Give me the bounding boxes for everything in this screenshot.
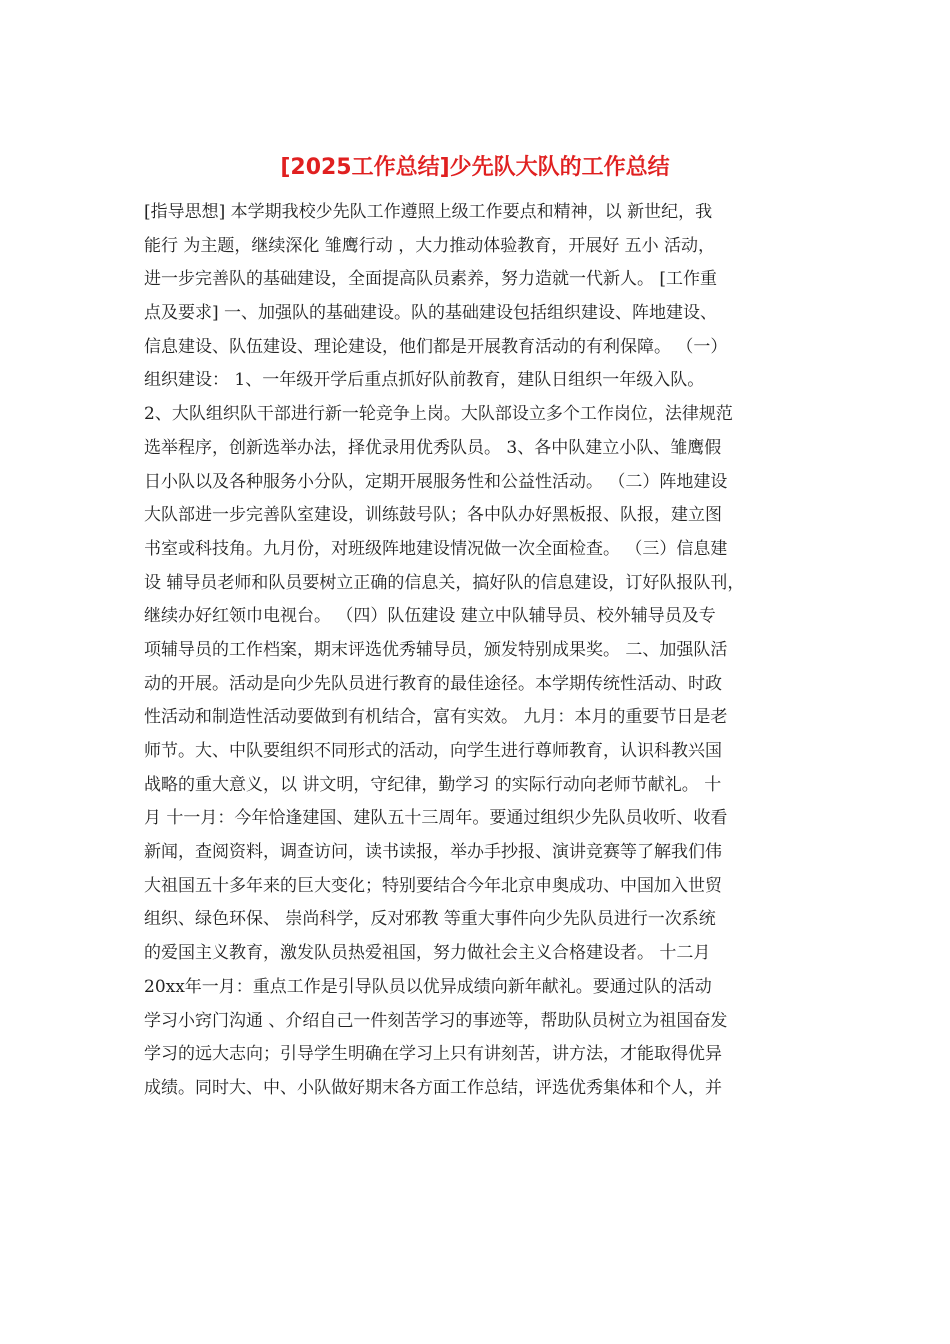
body-line: 新闻，查阅资料，调查访问，读书读报，举办手抄报、演讲竞赛等了解我们伟	[144, 842, 722, 863]
body-line: 学习的远大志向；引导学生明确在学习上只有讲刻苦，讲方法，才能取得优异	[144, 1044, 722, 1065]
body-line: 动的开展。活动是向少先队员进行教育的最佳途径。本学期传统性活动、时政	[144, 673, 722, 694]
body-line: 师节。大、中队要组织不同形式的活动，向学生进行尊师教育，认识科教兴国	[144, 741, 722, 761]
body-line: 继续办好红领巾电视台。 （四）队伍建设 建立中队辅导员、校外辅导员及专	[144, 606, 716, 627]
body-line: 性活动和制造性活动要做到有机结合，富有实效。 九月：本月的重要节日是老	[144, 707, 728, 728]
body-line: 组织建设： 1、一年级开学后重点抓好队前教育，建队日组织一年级入队。	[144, 370, 705, 391]
body-line: 的爱国主义教育，激发队员热爱祖国，努力做社会主义合格建设者。 十二月	[144, 943, 711, 964]
body-line: 选举程序，创新选举办法，择优录用优秀队员。 3、各中队建立小队、雏鹰假	[144, 437, 722, 458]
body-line: 组织、绿色环保、 崇尚科学，反对邪教 等重大事件向少先队员进行一次系统	[144, 909, 716, 930]
body-line: [指导思想] 本学期我校少先队工作遵照上级工作要点和精神，以 新世纪，我	[144, 202, 713, 222]
body-line: 设 辅导员老师和队员要树立正确的信息关，搞好队的信息建设，订好队报队刊，	[144, 572, 745, 593]
document-title: [2025工作总结]少先队大队的工作总结	[280, 155, 670, 180]
body-line: 日小队以及各种服务小分队，定期开展服务性和公益性活动。 （二）阵地建设	[144, 471, 728, 492]
body-line: 书室或科技角。九月份，对班级阵地建设情况做一次全面检查。 （三）信息建	[144, 538, 728, 559]
body-line: 项辅导员的工作档案，期末评选优秀辅导员，颁发特别成果奖。 二、加强队活	[144, 639, 728, 660]
body-line: 成绩。同时大、中、小队做好期末各方面工作总结，评选优秀集体和个人，并	[144, 1077, 722, 1098]
body-line: 大祖国五十多年来的巨大变化；特别要结合今年北京申奥成功、中国加入世贸	[144, 875, 722, 896]
body-line: 战略的重大意义，以 讲文明，守纪律，勤学习 的实际行动向老师节献礼。 十	[144, 774, 722, 795]
body-line: 信息建设、队伍建设、理论建设，他们都是开展教育活动的有利保障。 （一）	[144, 336, 728, 357]
body-line: 大队部进一步完善队室建设，训练鼓号队；各中队办好黑板报、队报，建立图	[144, 505, 722, 526]
document-body	[144, 196, 820, 1106]
body-line: 点及要求] 一、加强队的基础建设。队的基础建设包括组织建设、阵地建设、	[144, 303, 718, 324]
body-line: 20xx年一月：重点工作是引导队员以优异成绩向新年献礼。要通过队的活动	[144, 976, 712, 997]
body-line: 学习小窍门沟通 、介绍自己一件刻苦学习的事迹等，帮助队员树立为祖国奋发	[144, 1010, 728, 1031]
body-line: 进一步完善队的基础建设，全面提高队员素养，努力造就一代新人。 [工作重	[144, 269, 718, 290]
body-line: 能行 为主题，继续深化 雏鹰行动 ，大力推动体验教育，开展好 五小 活动，	[144, 235, 716, 256]
body-line: 2、大队组织队干部进行新一轮竞争上岗。大队部设立多个工作岗位，法律规范	[144, 404, 733, 425]
body-line: 月 十一月：今年恰逢建国、建队五十三周年。要通过组织少先队员收听、收看	[144, 808, 728, 829]
